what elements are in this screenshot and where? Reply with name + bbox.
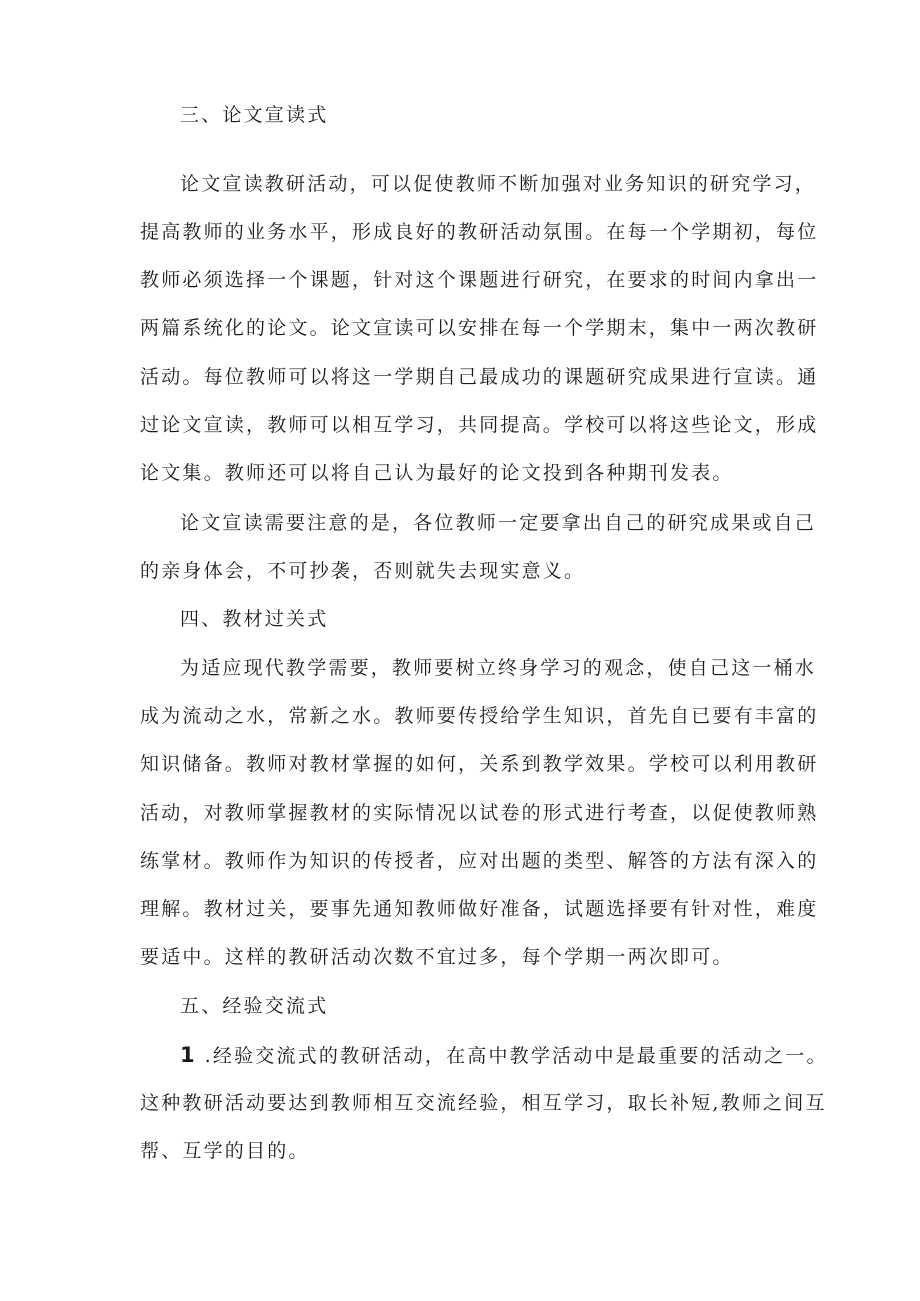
list-item-1 — [180, 1042, 828, 1069]
paragraph-line: 知识储备。教师对教材掌握的如何，关系到教学效果。学校可以利用教研 — [140, 753, 819, 775]
section-heading-3: 三、论文宣读式 — [180, 104, 329, 126]
paragraph-line: 过论文宣读，教师可以相互学习，共同提高。学校可以将这些论文，形成 — [140, 414, 819, 436]
paragraph-line: 两篇系统化的论文。论文宣读可以安排在每一个学期末，集中一两次教研 — [140, 317, 819, 339]
paragraph-line: 论文宣读教研活动，可以促使教师不断加强对业务知识的研究学习， — [180, 173, 817, 195]
paragraph-line: 练掌材。教师作为知识的传授者，应对出题的类型、解答的方法有深入的 — [140, 850, 819, 872]
paragraph-line: 活动，对教师掌握教材的实际情况以试卷的形式进行考查，以促使教师熟 — [140, 802, 819, 824]
paragraph-line: 这种教研活动要达到教师相互交流经验，相互学习，取长补短,教师之间互 — [140, 1092, 827, 1114]
paragraph-line: 要适中。这样的教研活动次数不宜过多，每个学期一两次即可。 — [140, 946, 734, 968]
section-heading-4: 四、教材过关式 — [180, 608, 329, 630]
paragraph-line: 理解。教材过关，要事先通知教师做好准备，试题选择要有针对性，难度 — [140, 898, 819, 920]
paragraph-line: 的亲身体会，不可抄袭，否则就失去现实意义。 — [140, 560, 586, 582]
section-heading-5: 五、经验交流式 — [180, 995, 329, 1017]
paragraph-line: 论文宣读需要注意的是，各位教师一定要拿出自己的研究成果或自己 — [180, 512, 817, 534]
paragraph-line: 教师必须选择一个课题，针对这个课题进行研究，在要求的时间内拿出一 — [140, 269, 819, 291]
paragraph-line: 活动。每位教师可以将这一学期自己最成功的课题研究成果进行宣读。通 — [140, 366, 819, 388]
paragraph-line: 帮、互学的目的。 — [140, 1140, 310, 1162]
paragraph-line: 为适应现代教学需要，教师要树立终身学习的观念，使自己这一桶水 — [180, 657, 817, 679]
paragraph-line: 成为流动之水，常新之水。教师要传授给学生知识，首先自已要有丰富的 — [140, 705, 819, 727]
paragraph-line: 提高教师的业务水平，形成良好的教研活动氛围。在每一个学期初，每位 — [140, 221, 819, 243]
list-item-text: .经验交流式的教研活动，在高中教学活动中是最重要的活动之一。 — [204, 1045, 828, 1067]
list-item-number: 1 — [180, 1043, 195, 1067]
paragraph-line: 论文集。教师还可以将自己认为最好的论文投到各种期刊发表。 — [140, 462, 734, 484]
